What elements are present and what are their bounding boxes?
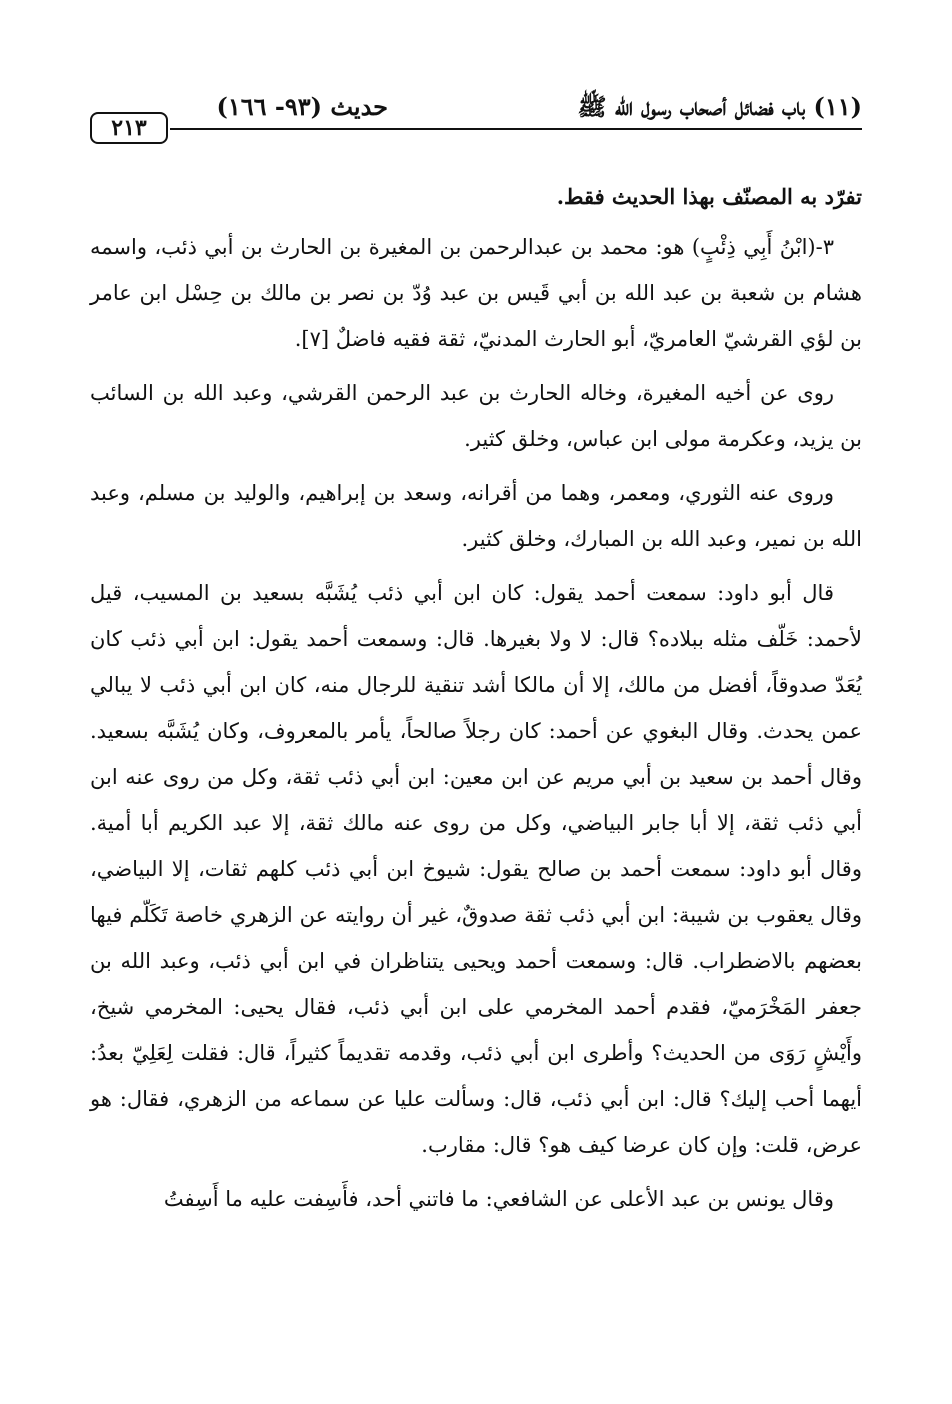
paragraph-narrated-by: وروى عنه الثوري، ومعمر، وهما من أقرانه، وسعد بن إبراهيم، والوليد بن مسلم، وعبد الله بن نمير، وعبد الله بن المبارك، وخلق كثير. xyxy=(90,481,862,551)
page-number: ٢١٣ xyxy=(90,112,168,144)
running-header xyxy=(90,84,862,141)
header-divider xyxy=(170,128,862,130)
paragraph-narrator-bio: ٣-(ابْنُ أَبِي ذِئْبٍ) هو: محمد بن عبدالرحمن بن المغيرة بن الحارث بن أبي ذئب، واسمه هشام بن شعبة بن عبد الله بن أبي قَيس بن عبد وُدّ بن نصر بن مالك بن حِسْل ابن عامر بن لؤي القرشيّ العامريّ، أبو الحارث المدنيّ، ثقة فقيه فاضلٌ [٧]. xyxy=(90,235,862,351)
paragraph-shafii: وقال يونس بن عبد الأعلى عن الشافعي: ما فاتني أحد، فأَسِفت عليه ما أَسِفتُ xyxy=(163,1187,834,1211)
hadith-range: حديث (٩٣- ١٦٦) xyxy=(216,92,388,121)
chapter-title: (١١) باب فضائل أصحاب رسول الله ﷺ xyxy=(577,92,862,121)
paragraph-narrated-from: روى عن أخيه المغيرة، وخاله الحارث بن عبد الرحمن القرشي، وعبد الله بن السائب بن يزيد، وعكرمة مولى ابن عباس، وخلق كثير. xyxy=(90,381,862,451)
paragraph-critiques: قال أبو داود: سمعت أحمد يقول: كان ابن أبي ذئب يُشَبَّه بسعيد بن المسيب، قيل لأحمد: خَلّف مثله ببلاده؟ قال: لا ولا بغيرها. قال: وسمعت أحمد يقول: ابن أبي ذئب كان يُعَدّ صدوقاً، أفضل من مالك، إلا أن مالكا أشد تنقية للرجال منه، كان ابن أبي ذئب لا يبالي عمن يحدث. وقال البغوي عن أحمد: كان رجلاً صالحاً، يأمر بالمعروف، وكان يُشَبَّه بسعيد. وقال أحمد بن سعيد بن أبي مريم عن ابن معين: ابن أبي ذئب ثقة، وكل من روى عنه ابن أبي ذئب ثقة، إلا أبا جابر البياضي، وكل من روى عنه مالك ثقة، إلا عبد الكريم أبا أمية. وقال أبو داود: سمعت أحمد بن صالح يقول: شيوخ ابن أبي ذئب كلهم ثقات، إلا البياضي، وقال يعقوب بن شيبة: ابن أبي ذئب ثقة صدوقٌ، غير أن روايته عن الزهري خاصة تَكَلّم فيها بعضهم بالاضطراب. قال: وسمعت أحمد ويحيى يتناظران في ابن أبي ذئب، وعبد الله بن جعفر المَخْرَميّ، فقدم أحمد المخرمي على ابن أبي ذئب، فقال يحيى: المخرمي شيخ، وأَيْشٍ رَوَى من الحديث؟ وأطرى ابن أبي ذئب، وقدمه تقديماً كثيراً، قال: فقلت لِعَلِيّ بعدُ: أيهما أحب إليك؟ قال: ابن أبي ذئب، قال: وسألت عليا عن سماعه من الزهري، فقال: هو عرض، قلت: وإن كان عرضا كيف هو؟ قال: مقارب. xyxy=(90,581,862,1157)
paragraph-intro: تفرّد به المصنّف بهذا الحديث فقط. xyxy=(556,184,862,209)
page-body xyxy=(90,174,862,1230)
